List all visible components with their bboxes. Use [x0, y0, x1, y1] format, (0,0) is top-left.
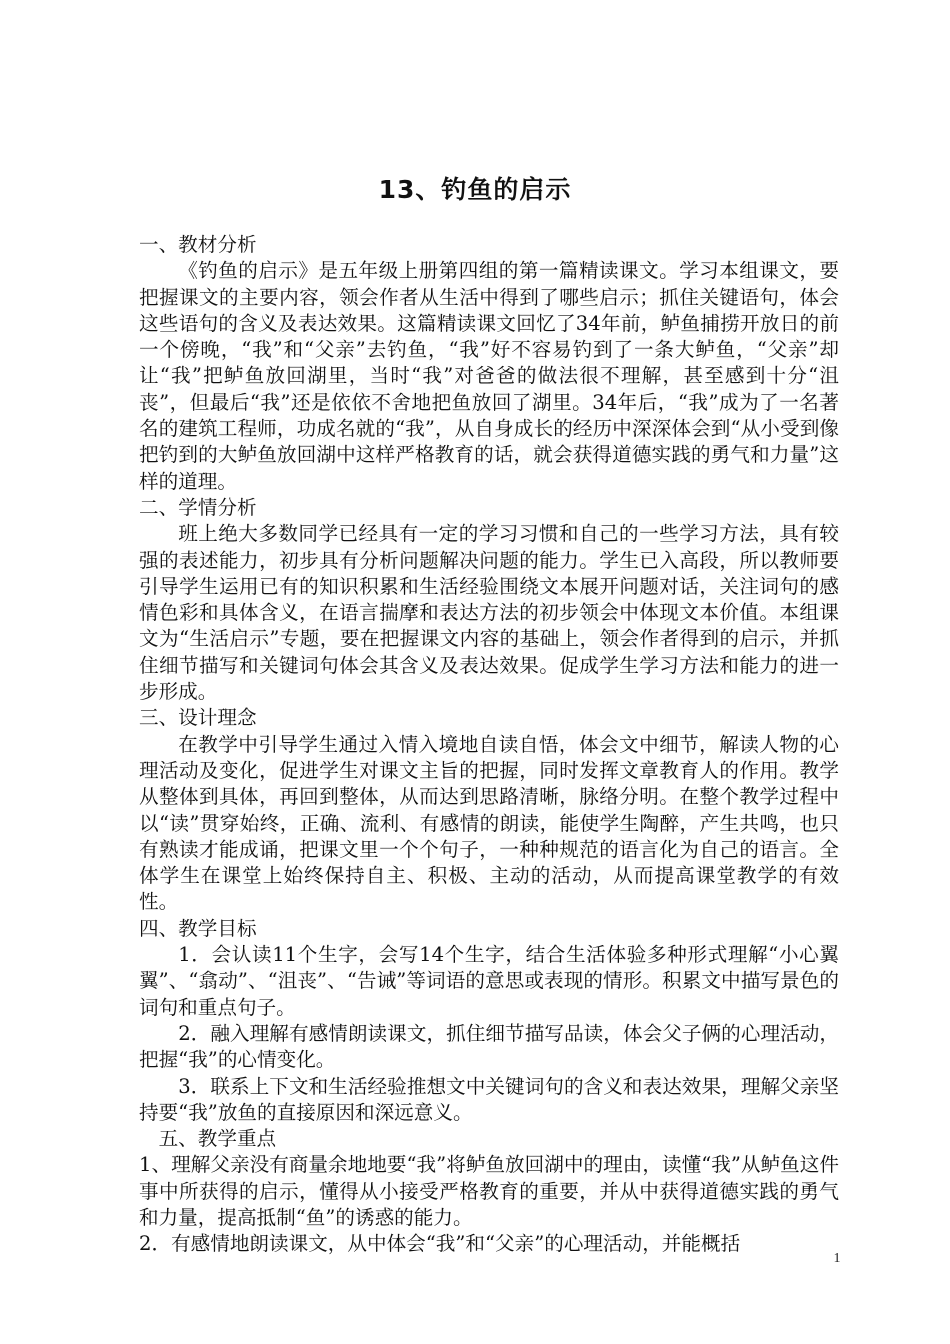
paragraph-design-concept: 在教学中引导学生通过入情入境地自读自悟，体会文中细节，解读人物的心理活动及变化，促进学生对课文主旨的把握，同时发挥文章教育人的作用。教学从整体到具体，再回到整体，从而达到思路清晰，脉络分明。在整个教学过程中以“读”贯穿始终，正确、流利、有感情的朗读，能使学生陶醉，产生共鸣，也只有熟读才能成诵，把课文里一个个句子，一种种规范的语言化为自己的语言。全体学生在课堂上始终保持自主、积极、主动的活动，从而提高课堂教学的有效性。 [139, 732, 839, 914]
section-heading-teaching-focus: 五、教学重点 [158, 1127, 277, 1151]
goal-item-1: 1．会认读11个生字，会写14个生字，结合生活体验多种形式理解“小心翼翼”、“翕动”、“沮丧”、“告诫”等词语的意思或表现的情形。积累文中描写景色的词句和重点句子。 [139, 943, 839, 1019]
goal-item-3: 3．联系上下文和生活经验推想文中关键词句的含义和表达效果，理解父亲坚持要“我”放鱼的直接原因和深远意义。 [139, 1074, 839, 1124]
goal-item-2: 2．融入理解有感情朗读课文，抓住细节描写品读，体会父子俩的心理活动，把握“我”的心情变化。 [139, 1021, 839, 1072]
page-title: 13、钓鱼的启示 [378, 175, 572, 204]
focus-item-2: 2．有感情地朗读课文，从中体会“我”和“父亲”的心理活动，并能概括 [139, 1232, 741, 1256]
section-heading-student-analysis: 二、学情分析 [139, 495, 257, 519]
document-body [139, 232, 839, 1258]
paragraph-teaching-material: 《钓鱼的启示》是五年级上册第四组的第一篇精读课文。学习本组课文，要把握课文的主要内容，领会作者从生活中得到了哪些启示；抓住关键语句，体会这些语句的含义及表达效果。这篇精读课文回忆了34年前，鲈鱼捕捞开放日的前一个傍晚，“我”和“父亲”去钓鱼，“我”好不容易钓到了一条大鲈鱼，“父亲”却让“我”把鲈鱼放回湖里，当时“我”对爸爸的做法很不理解，甚至感到十分“沮丧”，但最后“我”还是依依不舍地把鱼放回了湖里。34年后，“我”成为了一名著名的建筑工程师，功成名就的“我”，从自身成长的经历中深深体会到“从小受到像把钓到的大鲈鱼放回湖中这样严格教育的话，就会获得道德实践的勇气和力量”这样的道理。 [139, 259, 839, 493]
section-heading-teaching-material: 一、教材分析 [139, 233, 257, 256]
focus-item-1: 1、理解父亲没有商量余地地要“我”将鲈鱼放回湖中的理由，读懂“我”从鲈鱼这件事中所获得的启示，懂得从小接受严格教育的重要，并从中获得道德实践的勇气和力量，提高抵制“鱼”的诱惑的能力。 [139, 1153, 839, 1229]
paragraph-student-analysis: 班上绝大多数同学已经具有一定的学习习惯和自己的一些学习方法，具有较强的表述能力，初步具有分析问题解决问题的能力。学生已入高段，所以教师要引导学生运用已有的知识积累和生活经验围绕文本展开问题对话，关注词句的感情色彩和具体含义，在语言揣摩和表达方法的初步领会中体现文本价值。本组课文为“生活启示”专题，要在把握课文内容的基础上，领会作者得到的启示，并抓住细节描写和关键词句体会其含义及表达效果。促成学生学习方法和能力的进一步形成。 [139, 522, 839, 704]
section-heading-design-concept: 三、设计理念 [139, 706, 257, 730]
page-number: 1 [833, 1251, 841, 1266]
section-heading-teaching-goals: 四、教学目标 [139, 916, 257, 940]
